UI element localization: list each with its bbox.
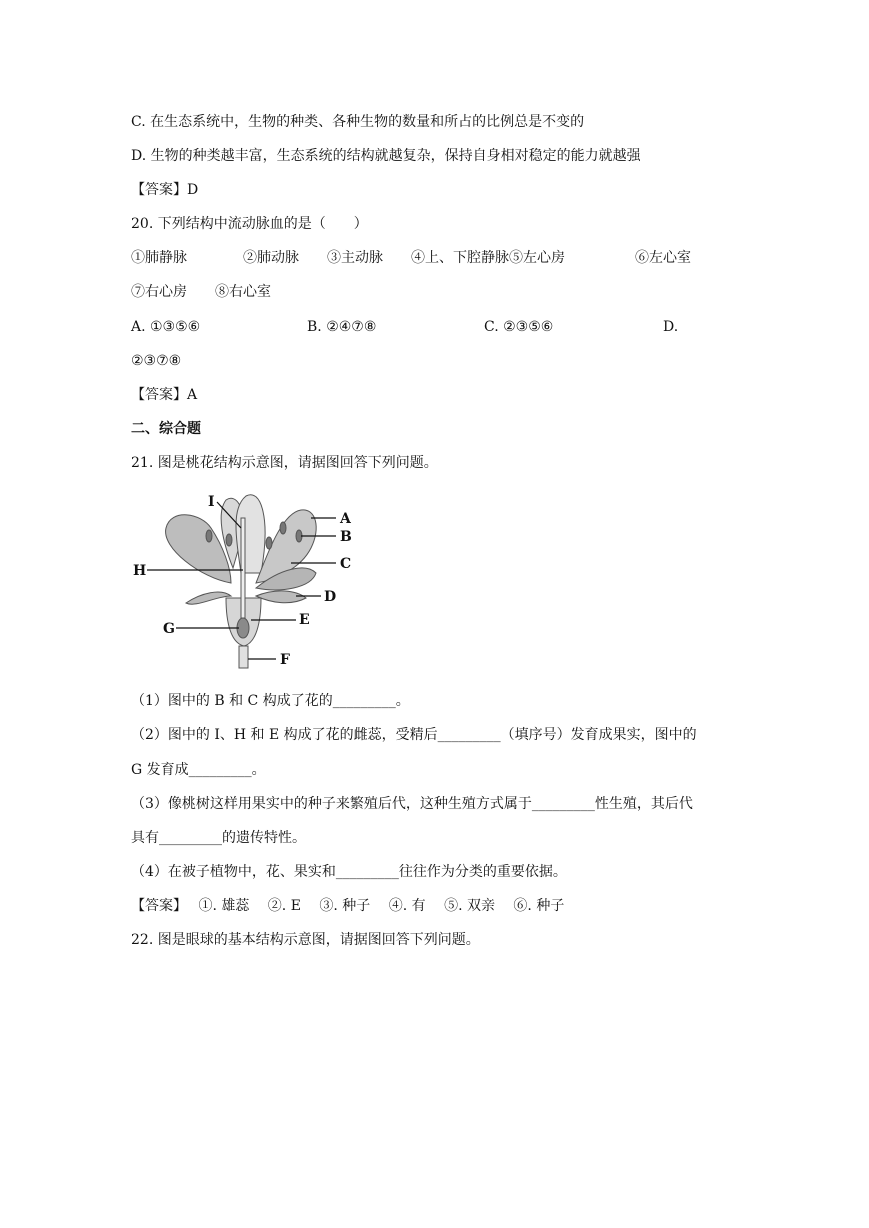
label-h: H bbox=[133, 563, 147, 579]
peach-flower-diagram bbox=[131, 488, 361, 673]
label-c: C bbox=[340, 556, 352, 572]
q20-option-d-continued: ②③⑦⑧ bbox=[131, 353, 182, 369]
label-e: E bbox=[299, 612, 310, 628]
q20-option-c: C. ②③⑤⑥ bbox=[484, 319, 554, 335]
label-g: G bbox=[163, 621, 175, 637]
question-20-items-row1: ①肺静脉 ②肺动脉 ③主动脉 ④上、下腔静脉⑤左心房 ⑥左心室 bbox=[131, 250, 691, 266]
answer-20: 【答案】A bbox=[131, 387, 198, 403]
anther-3 bbox=[266, 537, 272, 549]
style bbox=[241, 518, 245, 618]
anther-2 bbox=[226, 534, 232, 546]
question-21: 21. 图是桃花结构示意图，请据图回答下列问题。 bbox=[131, 455, 438, 471]
q20-option-d: D. bbox=[663, 319, 679, 335]
right-sepal bbox=[256, 591, 306, 603]
q20-option-a: A. ①③⑤⑥ bbox=[131, 319, 201, 335]
q21-part2-line2: G 发育成_________。 bbox=[131, 762, 266, 778]
question-22: 22. 图是眼球的基本结构示意图，请据图回答下列问题。 bbox=[131, 932, 480, 948]
answer-21: 【答案】 ①. 雄蕊 ②. E ③. 种子 ④. 有 ⑤. 双亲 ⑥. 种子 bbox=[131, 898, 565, 914]
label-f: F bbox=[280, 652, 290, 668]
question-20: 20. 下列结构中流动脉血的是（ ） bbox=[131, 216, 368, 232]
q21-part1: （1）图中的 B 和 C 构成了花的_________。 bbox=[131, 693, 410, 709]
option-d-text: D. 生物的种类越丰富，生态系统的结构就越复杂，保持自身相对稳定的能力就越强 bbox=[131, 148, 641, 164]
question-20-items-row2: ⑦右心房 ⑧右心室 bbox=[131, 284, 271, 300]
label-b: B bbox=[340, 529, 352, 545]
anther-4 bbox=[280, 522, 286, 534]
option-c-text: C. 在生态系统中，生物的种类、各种生物的数量和所占的比例总是不变的 bbox=[131, 114, 585, 130]
section-heading: 二、综合题 bbox=[131, 421, 201, 437]
anther-1 bbox=[206, 530, 212, 542]
label-a: A bbox=[340, 511, 351, 527]
center-petal bbox=[236, 495, 265, 573]
q20-option-b: B. ②④⑦⑧ bbox=[307, 319, 377, 335]
flower-drawing bbox=[166, 495, 317, 668]
left-sepal bbox=[186, 592, 231, 604]
q21-part3-line1: （3）像桃树这样用果实中的种子来繁殖后代，这种生殖方式属于_________性生殖，其后代 bbox=[131, 796, 693, 812]
label-i: I bbox=[208, 494, 215, 510]
label-d: D bbox=[324, 589, 337, 605]
q21-part4: （4）在被子植物中，花、果实和_________往往作为分类的重要依据。 bbox=[131, 864, 567, 880]
q21-part2-line1: （2）图中的 I、H 和 E 构成了花的雌蕊，受精后_________（填序号）发育成果实，图中的 bbox=[131, 727, 697, 743]
answer-19: 【答案】D bbox=[131, 182, 199, 198]
stem bbox=[239, 646, 248, 668]
q21-part3-line2: 具有_________的遗传特性。 bbox=[131, 830, 306, 846]
